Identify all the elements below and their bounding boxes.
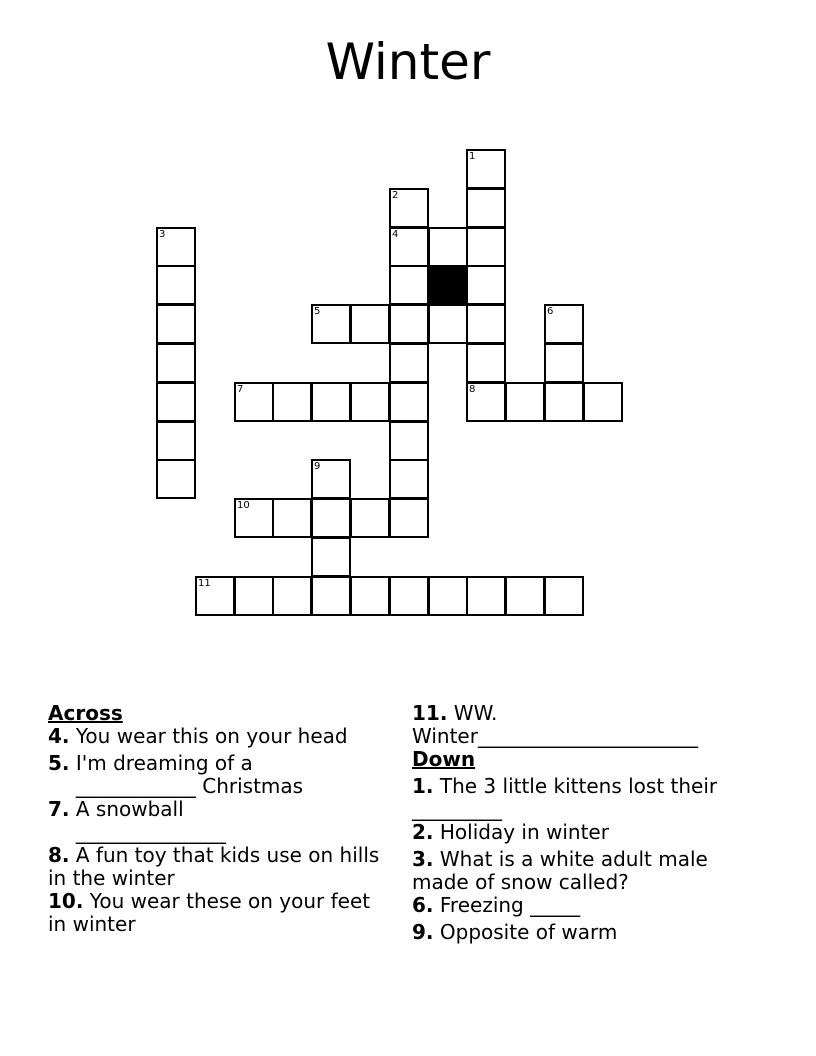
clue-down-1 (412, 775, 752, 821)
grid-cell[interactable] (234, 498, 274, 538)
grid-cell[interactable] (272, 498, 312, 538)
clue-text: What is a white adult male made of snow called? (412, 847, 708, 894)
grid-cell[interactable] (389, 188, 429, 228)
grid-cell[interactable] (311, 304, 351, 344)
clue-number-label: 8 (469, 384, 476, 395)
clue-number-label: 4 (392, 229, 399, 240)
grid-cell[interactable] (156, 459, 196, 499)
clue-text: A fun toy that kids use on hills in the winter (48, 843, 380, 890)
clue-across-11 (412, 702, 742, 748)
grid-cell[interactable] (156, 227, 196, 267)
clue-down-6 (412, 894, 752, 917)
clue-text: The 3 little kittens lost their _________ (412, 774, 718, 821)
clue-number-label: 5 (314, 306, 321, 317)
grid-cell[interactable] (389, 227, 429, 267)
clue-number-label: 7 (237, 384, 244, 395)
grid-cell[interactable] (272, 576, 312, 616)
clue-down-9 (412, 921, 752, 944)
grid-cell[interactable] (428, 576, 468, 616)
clue-number: 8. (48, 843, 70, 867)
clue-across-7 (48, 798, 388, 844)
grid-cell[interactable] (350, 498, 390, 538)
clue-number: 10. (48, 889, 84, 913)
clue-down-2 (412, 821, 752, 844)
grid-cell[interactable] (156, 265, 196, 305)
clue-number-label: 2 (392, 190, 399, 201)
grid-cell[interactable] (428, 304, 468, 344)
clue-number: 1. (412, 774, 434, 798)
grid-cell[interactable] (311, 498, 351, 538)
grid-cell[interactable] (156, 421, 196, 461)
clue-across-8 (48, 844, 388, 890)
grid-cell[interactable] (156, 343, 196, 383)
clue-down-3 (412, 848, 752, 894)
clue-across-10 (48, 890, 388, 936)
clue-text: A snowball _______________ (75, 797, 226, 844)
grid-cell[interactable] (234, 382, 274, 422)
grid-cell[interactable] (311, 459, 351, 499)
grid-cell[interactable] (311, 576, 351, 616)
grid-cell[interactable] (544, 343, 584, 383)
clue-text: You wear this on your head (75, 724, 348, 748)
grid-cell[interactable] (544, 576, 584, 616)
grid-cell[interactable] (311, 382, 351, 422)
grid-cell[interactable] (544, 382, 584, 422)
grid-cell[interactable] (389, 459, 429, 499)
grid-cell[interactable] (505, 576, 545, 616)
clue-number-label: 9 (314, 461, 321, 472)
clue-text: Opposite of warm (439, 920, 618, 944)
grid-cell[interactable] (389, 576, 429, 616)
clue-text: Freezing _____ (439, 893, 581, 917)
grid-cell[interactable] (272, 382, 312, 422)
grid-cell[interactable] (234, 576, 274, 616)
grid-cell[interactable] (389, 304, 429, 344)
grid-cell[interactable] (466, 382, 506, 422)
grid-cell[interactable] (156, 382, 196, 422)
clue-number-label: 11 (198, 578, 211, 589)
grid-cell[interactable] (389, 265, 429, 305)
across-heading: Across (48, 701, 123, 725)
grid-cell[interactable] (350, 382, 390, 422)
grid-cell[interactable] (466, 227, 506, 267)
clue-text: Holiday in winter (439, 820, 609, 844)
grid-cell[interactable] (505, 382, 545, 422)
clue-across-5 (48, 752, 388, 798)
clue-number: 2. (412, 820, 434, 844)
grid-cell[interactable] (389, 382, 429, 422)
grid-cell[interactable] (389, 498, 429, 538)
grid-cell[interactable] (350, 576, 390, 616)
clue-number-label: 3 (159, 229, 166, 240)
grid-cell[interactable] (466, 188, 506, 228)
clue-number: 3. (412, 847, 434, 871)
clue-across-4 (48, 725, 388, 748)
clue-text: You wear these on your feet in winter (48, 889, 371, 936)
grid-cell[interactable] (466, 265, 506, 305)
grid-cell[interactable] (466, 576, 506, 616)
puzzle-title: Winter (325, 33, 491, 91)
clue-number: 11. (412, 701, 448, 725)
grid-cell[interactable] (583, 382, 623, 422)
clue-number: 6. (412, 893, 434, 917)
grid-cell[interactable] (466, 304, 506, 344)
grid-cell[interactable] (466, 343, 506, 383)
clue-number-label: 10 (237, 500, 250, 511)
clue-number-label: 6 (547, 306, 554, 317)
grid-cell[interactable] (544, 304, 584, 344)
down-heading: Down (412, 747, 476, 771)
grid-cell[interactable] (389, 343, 429, 383)
clue-number: 4. (48, 724, 70, 748)
clues-column-right (412, 702, 752, 944)
clue-number: 9. (412, 920, 434, 944)
grid-block (428, 265, 468, 305)
grid-cell[interactable] (466, 149, 506, 189)
grid-cell[interactable] (389, 421, 429, 461)
clue-text: WW. Winter______________________ (412, 701, 698, 748)
clue-number-label: 1 (469, 151, 476, 162)
grid-cell[interactable] (311, 537, 351, 577)
grid-cell[interactable] (195, 576, 235, 616)
grid-cell[interactable] (156, 304, 196, 344)
across-clues (48, 702, 388, 936)
clue-number: 7. (48, 797, 70, 821)
grid-cell[interactable] (350, 304, 390, 344)
clue-number: 5. (48, 751, 70, 775)
grid-cell[interactable] (428, 227, 468, 267)
clue-text: I'm dreaming of a ____________ Christmas (75, 751, 304, 798)
